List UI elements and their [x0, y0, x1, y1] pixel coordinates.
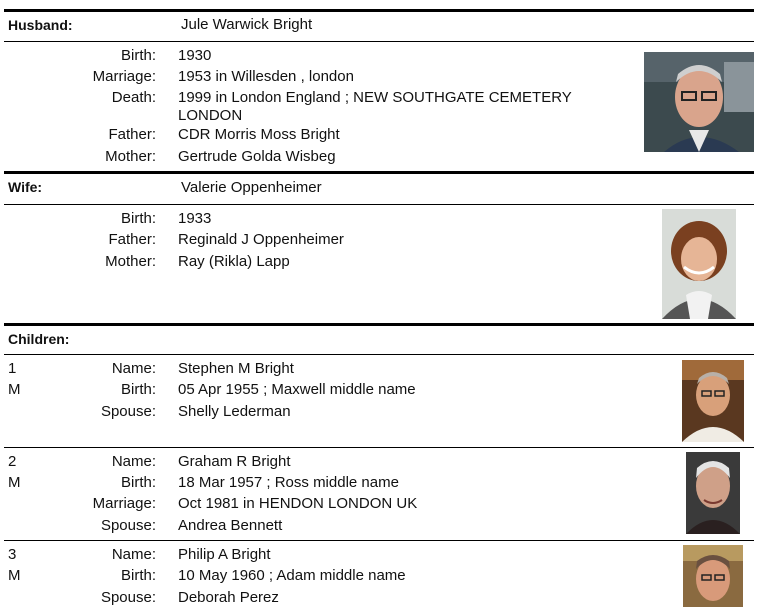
divider: [4, 354, 754, 355]
fact-label: Birth:: [120, 210, 156, 227]
child-birth-row: [0, 567, 640, 587]
fact-label: Marriage:: [92, 68, 156, 85]
child-spouse-row: [0, 403, 640, 423]
child-birth-row: [0, 474, 640, 494]
child-number: 2: [8, 453, 17, 470]
fact-label: Name:: [111, 453, 156, 470]
section-rule: [4, 323, 754, 326]
child-photo: [683, 545, 743, 607]
wife-birth-row: [0, 210, 640, 230]
child-marriage-row: [0, 495, 640, 515]
fact-value: 1930: [178, 47, 212, 64]
child-photo: [682, 360, 744, 442]
fact-value: Ray (Rikla) Lapp: [178, 253, 290, 270]
wife-mother-row: [0, 253, 640, 273]
fact-value: Graham R Bright: [178, 453, 291, 470]
fact-value: Gertrude Golda Wisbeg: [178, 148, 336, 165]
wife-father-row: [0, 231, 640, 251]
fact-label: Spouse:: [100, 403, 156, 420]
fact-label: Birth:: [120, 47, 156, 64]
child-sex: M: [8, 567, 21, 584]
fact-label: Spouse:: [100, 517, 156, 534]
fact-label: Birth:: [120, 567, 156, 584]
fact-value: Shelly Lederman: [178, 403, 291, 420]
fact-value: CDR Morris Moss Bright: [178, 126, 340, 143]
child-spouse-row: [0, 589, 640, 609]
fact-value: Deborah Perez: [178, 589, 279, 606]
fact-label: Birth:: [120, 474, 156, 491]
fact-value: 1953 in Willesden , london: [178, 68, 354, 85]
fact-label: Marriage:: [92, 495, 156, 512]
fact-label: Name:: [111, 546, 156, 563]
child-sex: M: [8, 381, 21, 398]
fact-label: Spouse:: [100, 589, 156, 606]
divider: [4, 540, 754, 541]
fact-label: Father:: [108, 231, 156, 248]
husband-mother-row: [0, 148, 640, 168]
fact-value: Stephen M Bright: [178, 360, 294, 377]
child-name-row: [0, 453, 640, 473]
fact-value: 10 May 1960 ; Adam middle name: [178, 567, 406, 584]
fact-label: Mother:: [105, 148, 156, 165]
fact-label: Mother:: [105, 253, 156, 270]
fact-value: 1933: [178, 210, 212, 227]
fact-label: Birth:: [120, 381, 156, 398]
fact-label: Death:: [111, 89, 156, 106]
fact-value: 18 Mar 1957 ; Ross middle name: [178, 474, 399, 491]
divider: [4, 41, 754, 42]
divider: [4, 204, 754, 205]
wife-section-label: Wife:: [8, 179, 43, 195]
child-spouse-row: [0, 517, 640, 537]
child-name-row: [0, 546, 640, 566]
fact-value: Andrea Bennett: [178, 517, 283, 534]
fact-value: 1999 in London England ; NEW SOUTHGATE CEMETERY LONDON: [178, 89, 572, 124]
husband-marriage-row: [0, 68, 640, 88]
fact-value: Oct 1981 in HENDON LONDON UK: [178, 495, 418, 512]
husband-father-row: [0, 126, 640, 146]
husband-photo: [644, 52, 754, 152]
child-birth-row: [0, 381, 640, 401]
husband-section-label: Husband:: [8, 17, 73, 33]
divider: [4, 447, 754, 448]
fact-value: Philip A Bright: [178, 546, 271, 563]
children-section-label: Children:: [8, 331, 70, 347]
husband-death-row: [0, 89, 640, 124]
husband-name: Jule Warwick Bright: [181, 16, 313, 33]
section-rule: [4, 9, 754, 12]
child-number: 1: [8, 360, 17, 377]
wife-photo: [662, 209, 736, 319]
wife-name: Valerie Oppenheimer: [181, 179, 322, 196]
fact-label: Name:: [111, 360, 156, 377]
section-rule: [4, 171, 754, 174]
child-name-row: [0, 360, 640, 380]
fact-label: Father:: [108, 126, 156, 143]
child-photo: [686, 452, 740, 534]
child-sex: M: [8, 474, 21, 491]
husband-birth-row: [0, 47, 640, 67]
fact-value: 05 Apr 1955 ; Maxwell middle name: [178, 381, 416, 398]
child-number: 3: [8, 546, 17, 563]
fact-value: Reginald J Oppenheimer: [178, 231, 344, 248]
